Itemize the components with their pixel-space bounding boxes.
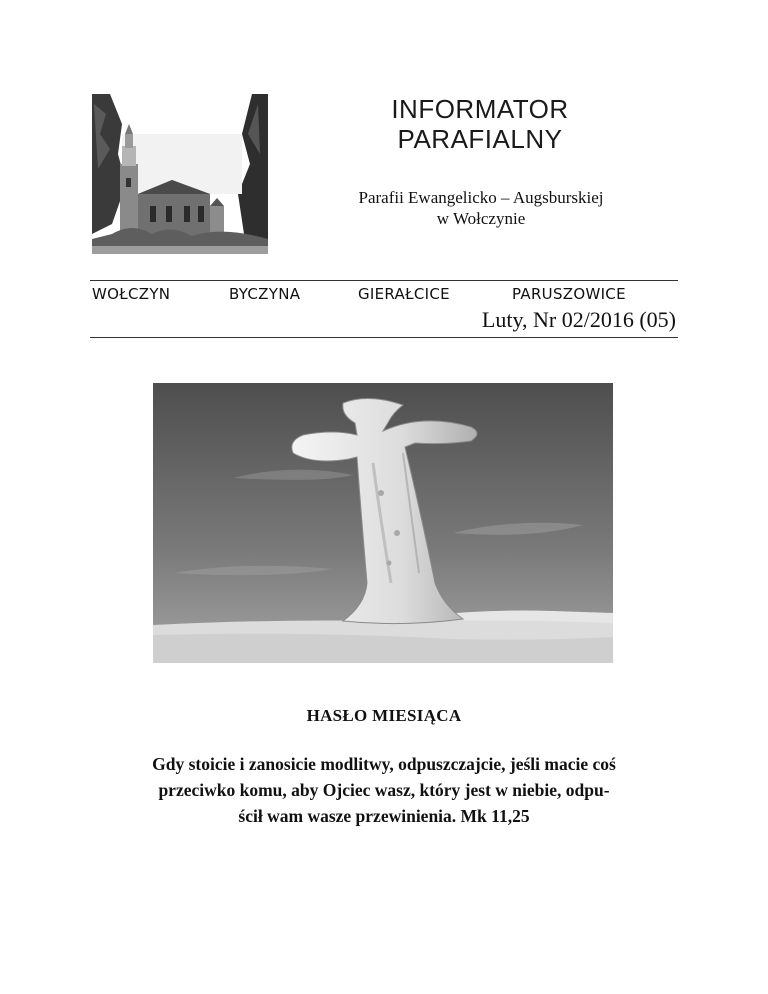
publication-title-line2: PARAFIALNY xyxy=(397,124,563,154)
bottom-divider xyxy=(90,337,678,338)
publication-title-line1: INFORMATOR xyxy=(391,94,569,124)
motto-verse xyxy=(95,751,673,829)
motto-heading: HASŁO MIESIĄCA xyxy=(306,706,462,725)
place-wolczyn: WOŁCZYN xyxy=(92,285,171,303)
issue-label: Luty, Nr 02/2016 (05) xyxy=(481,307,676,332)
church-photo xyxy=(92,94,268,254)
parish-name-line2: w Wołczynie xyxy=(436,209,526,228)
place-paruszowice: PARUSZOWICE xyxy=(512,285,626,303)
top-divider xyxy=(90,280,678,281)
frost-covered-cross-photo xyxy=(153,383,613,663)
place-gieralcice: GIERAŁCICE xyxy=(358,285,450,303)
verse-line-1: Gdy stoicie i zanosicie modlitwy, odpuszczajcie, jeśli macie coś xyxy=(152,754,616,774)
verse-line-3: ścił wam wasze przewinienia. Mk 11,25 xyxy=(238,806,530,826)
place-byczyna: BYCZYNA xyxy=(229,285,301,303)
verse-line-2: przeciwko komu, aby Ojciec wasz, który jest w niebie, odpu- xyxy=(158,780,610,800)
parish-name-line1: Parafii Ewangelicko – Augsburskiej xyxy=(358,188,604,207)
